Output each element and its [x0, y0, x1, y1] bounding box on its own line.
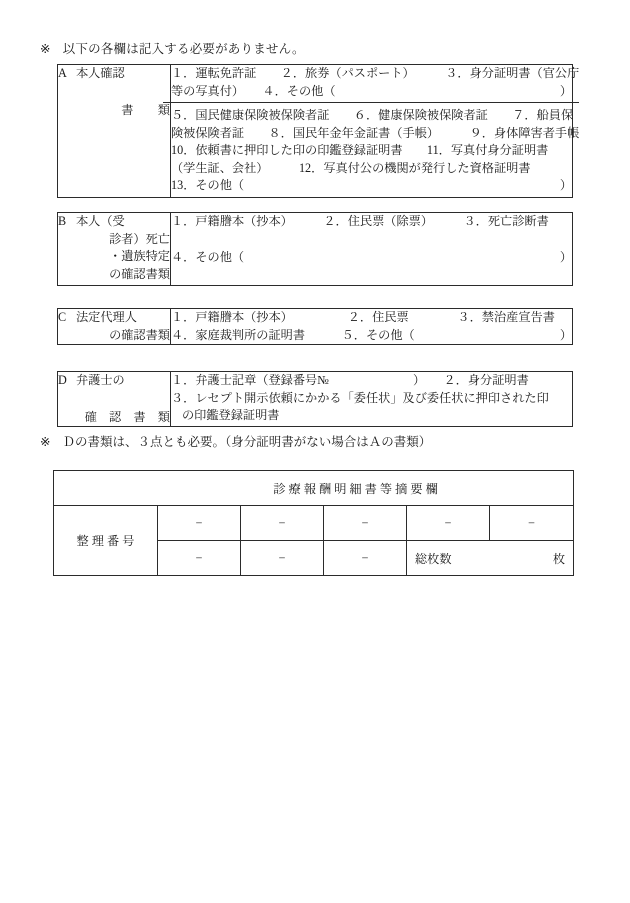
section-d-label-cell: [58, 372, 171, 427]
section-b-item-line-2-text: ４．その他（: [171, 249, 245, 264]
section-d-body-cell: [171, 372, 573, 427]
section-a-item-line-1: １．運転免許証 ２．旅券（パスポート） ３．身分証明書（官公庁: [171, 66, 580, 80]
section-b-key: B: [58, 214, 67, 228]
section-a-item-line-2-text: 等の写真付） ４．その他（: [171, 83, 336, 98]
section-d-key: D: [58, 373, 67, 387]
section-c-label-line1: [58, 309, 170, 327]
summary-header-cell: 診 療 報 酬 明 細 書 等 摘 要 欄: [54, 471, 574, 506]
section-c-item-line-2-close: ）: [559, 327, 572, 342]
summary-total-wrap: [415, 550, 565, 567]
section-d-item-line-1b: ） ２．身分証明書: [412, 373, 529, 387]
summary-cell-r1c4[interactable]: −: [407, 506, 490, 541]
d-note-text: Ｄの書類は、３点とも必要。（身分証明書がない場合はＡの書類）: [62, 435, 432, 449]
section-a-item-line-7: [171, 177, 572, 195]
summary-total-cell[interactable]: [407, 541, 574, 576]
section-b-row: [58, 213, 573, 286]
section-d-item-line-3: の印鑑登録証明書: [182, 408, 280, 422]
section-c-item-line-2-text: ４．家庭裁判所の証明書 ５．その他（: [171, 327, 415, 342]
section-b-label-cell: [58, 213, 171, 286]
section-c-body-cell: [171, 309, 573, 345]
section-a-item-line-7-text: 13．その他（: [171, 178, 245, 192]
section-d-row: [58, 372, 573, 427]
section-b-label-line1: [58, 213, 170, 231]
section-d-label-line1: [58, 372, 170, 390]
section-d-label-text1: 弁護士の: [76, 373, 125, 387]
summary-total-label: 総枚数: [415, 551, 452, 566]
section-c-row: [58, 309, 573, 345]
section-d-table: [57, 371, 573, 427]
section-c-label-text1: 法定代理人: [76, 310, 137, 324]
summary-row-1: [54, 506, 574, 541]
summary-row-label: 整 理 番 号: [54, 506, 158, 576]
d-note-mark-icon: ※: [40, 435, 51, 449]
section-a-key-spacer: [58, 102, 76, 120]
summary-header-row: [54, 471, 574, 506]
summary-table: [53, 470, 574, 576]
section-a-label-cell: [58, 65, 171, 198]
section-a-inner-divider: [163, 102, 579, 105]
section-a-item-line-5: 10．依頼書に押印した印の印鑑登録証明書 11．写真付身分証明書: [171, 143, 549, 157]
top-note: [40, 40, 305, 58]
section-a-item-line-7-close: ）: [559, 178, 572, 192]
top-note-text: 以下の各欄は記入する必要がありません。: [62, 42, 305, 56]
section-b-label-text2: 診者）死亡: [109, 231, 170, 246]
section-a-label-text: 本人確認: [76, 66, 125, 80]
summary-cell-r2c2[interactable]: −: [241, 541, 324, 576]
section-c-table: [57, 308, 573, 345]
section-d-item-line-2: ３．レセプト開示依頼にかかる「委任状」及び委任状に押印された印: [171, 390, 549, 405]
summary-cell-r1c2[interactable]: −: [241, 506, 324, 541]
note-mark-icon: ※: [40, 42, 51, 56]
section-b-label-text3: ・遺族特定: [109, 249, 170, 263]
section-a-item-line-6: （学生証、会社） 12．写真付公の機関が発行した資格証明書: [171, 160, 531, 175]
summary-cell-r1c3[interactable]: −: [324, 506, 407, 541]
section-b-label-text4: の確認書類: [109, 266, 170, 281]
section-d-item-line-1: [171, 372, 572, 390]
section-b-item-line-2-close: ）: [559, 249, 572, 264]
section-a-key: A: [58, 66, 67, 80]
section-d-item-line-1a: １．弁護士記章（登録番号№: [171, 373, 329, 387]
summary-cell-r2c1[interactable]: −: [158, 541, 241, 576]
section-a-table: [57, 64, 580, 198]
section-c-item-line-1: １．戸籍謄本（抄本） ２．住民票 ３．禁治産宣告書: [171, 310, 555, 324]
section-b-item-line-1: １．戸籍謄本（抄本） ２．住民票（除票） ３．死亡診断書: [171, 214, 549, 228]
section-a-item-line-2-close: ）: [559, 83, 572, 98]
section-b-body-cell: [171, 213, 573, 286]
summary-cell-r1c1[interactable]: −: [158, 506, 241, 541]
section-a-item-line-4: 険被保険者証 ８．国民年金年金証書（手帳） ９．身体障害者手帳: [171, 125, 580, 140]
summary-cell-r2c3[interactable]: −: [324, 541, 407, 576]
section-c-label-text2: の確認書類: [109, 327, 170, 342]
section-a-row: [58, 65, 573, 198]
section-c-label-cell: [58, 309, 171, 345]
section-a-label-line1: [58, 65, 170, 83]
section-a-label-line2: [58, 102, 170, 120]
section-a-label-text2: 書 類: [121, 102, 170, 117]
section-a-item-line-2: [171, 83, 572, 101]
section-b-label-text1: 本人（受: [76, 214, 125, 228]
section-b-item-line-2: [171, 249, 572, 267]
section-a-item-line-3: ５．国民健康保険被保険者証 ６．健康保険被保険者証 ７．船員保: [171, 108, 574, 122]
section-d-note: [40, 433, 431, 451]
section-a-body-cell: [171, 65, 580, 198]
summary-cell-r1c5[interactable]: −: [490, 506, 574, 541]
summary-total-unit: 枚: [552, 551, 566, 566]
section-d-label-text2: 確 認 書 類: [84, 409, 170, 424]
section-c-key: C: [58, 310, 67, 324]
section-c-item-line-2: [171, 327, 572, 345]
section-b-table: [57, 212, 573, 286]
